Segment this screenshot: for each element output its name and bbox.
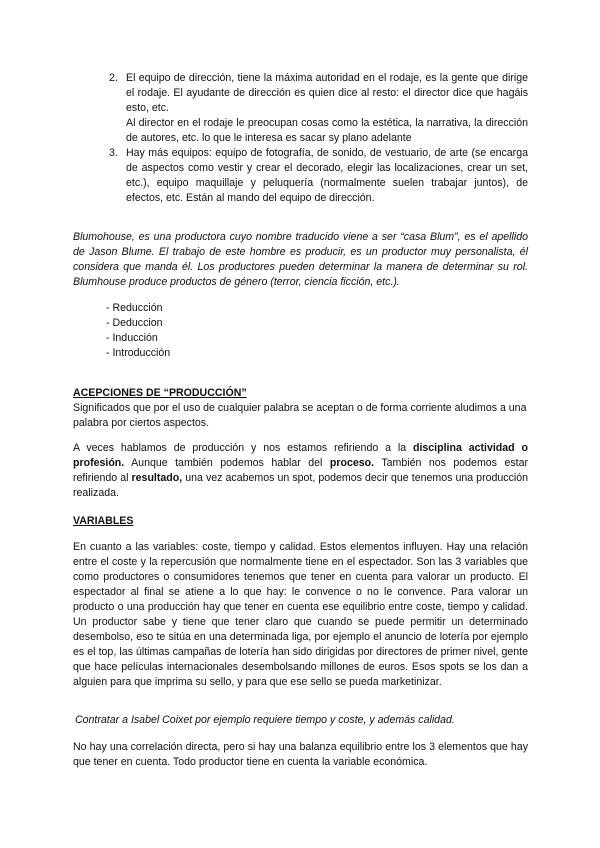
list-item-text: Hay más equipos: equipo de fotografía, de sonido, de vestuario, de arte (se encarga de aspectos como vestir y crear el decorado, elegir las localizaciones, crear un set, etc.), equipo maquillaje y peluquería (normalmente suelen trabajar juntos), de efectos, etc. Están al mando del equipo de dirección. [126, 147, 528, 204]
acepciones-definition: Significados que por el uso de cualquier palabra se aceptan o de forma corriente aludimos a una palabra por ciertos aspectos. [73, 402, 527, 429]
acepciones-paragraph: A veces hablamos de producción y nos estamos refiriendo a la disciplina actividad o profesión. Aunque también podemos hablar del proceso. También nos podemos estar refiriendo al resultado, una vez acabemos un spot, podemos decir que tenemos una producción realizada. [73, 442, 529, 499]
list-item: - Deduccion [106, 317, 163, 329]
dash-list [106, 301, 170, 361]
list-item: - Introducción [106, 347, 171, 359]
blumhouse-paragraph: Blumohouse, es una productora cuyo nombre traducido viene a ser “casa Blum”, es el apellido de Jason Blume. El trabajo de este hombre es producir, es un productor muy personalista, él considera que manda él. Los productores pueden determinar la manera de determinar su rol. Blumhouse produce productos de género (terror, ciencia ficción, etc.). [73, 231, 528, 288]
acepciones-heading: ACEPCIONES DE “PRODUCCIÓN” [73, 387, 247, 399]
list-item-subtext: Al director en el rodaje le preocupan cosas como la estética, la narrativa, la dirección de autores, etc. lo que le interesa es sacar sy plano adelante [126, 117, 528, 144]
variables-paragraph: En cuanto a las variables: coste, tiempo y calidad. Estos elementos influyen. Hay una relación entre el coste y la repercusión que normalmente tiene en el espectador. Son las 3 variables que como productores o consumidores tenemos que tener en cuenta para valorar un producto. El espectador al final se atiene a lo que hay: le convence o no le convence. Para valorar un producto o una producción hay que tener en cuenta ese equilibrio entre coste, tiempo y calidad. Un productor sabe y tiene que tener claro que cuando se puede permitir un determinado desembolso, eso te sitúa en una determinada liga, por ejemplo el anuncio de lotería por ejemplo es el top, las últimas campañas de lotería han sido dirigidas por directores de primer nivel, gente que hace películas internacionales desembolsando millones de euros. Esos spots se los dan a alguien para que imprima su sello, y para que ese sello se pueda marketinizar. [73, 541, 528, 688]
bold-term: resultado, [131, 472, 183, 484]
list-item-2 [109, 71, 528, 146]
list-item-text: El equipo de dirección, tiene la máxima autoridad en el rodaje, es la gente que dirige el rodaje. El ayudante de dirección es quien dice al resto: el director dice que hagáis esto, etc. [126, 72, 528, 114]
list-number: 3. [109, 147, 118, 159]
list-number: 2. [109, 72, 118, 84]
bold-term: proceso. [329, 457, 375, 469]
variables-example: Contratar a Isabel Coixet por ejemplo requiere tiempo y coste, y además calidad. [75, 714, 455, 726]
list-item-3 [109, 146, 528, 206]
bold-term: disciplina actividad o profesión. [73, 442, 528, 469]
list-item: - Inducción [106, 332, 158, 344]
variables-heading: VARIABLES [73, 515, 134, 527]
variables-closing: No hay una correlación directa, pero si hay una balanza equilibrio entre los 3 elementos que hay que tener en cuenta. Todo productor tiene en cuenta la variable económica. [73, 741, 528, 768]
list-item: - Reducción [106, 302, 163, 314]
